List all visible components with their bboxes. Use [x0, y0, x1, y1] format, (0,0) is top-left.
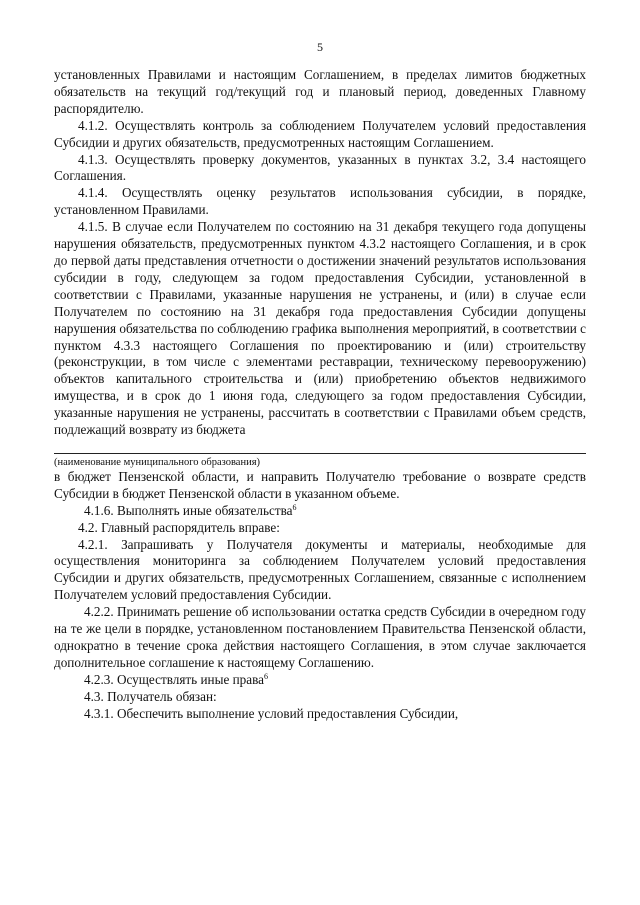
paragraph-text: Осуществлять оценку результатов использования субсидии, в порядке, установленном Правилами.: [54, 185, 586, 218]
paragraph-number: 4.1.2.: [78, 117, 108, 133]
paragraph-4-1-4: [54, 185, 586, 219]
paragraph-text: Получатель обязан:: [107, 688, 217, 704]
paragraph-4-1-3: [54, 152, 586, 186]
paragraph-number: 4.1.4.: [78, 185, 108, 201]
paragraph-text: в бюджет Пензенской области, и направить Получателю требование о возврате средств Субсидии в бюджет Пензенской области в указанном объеме.: [54, 468, 586, 501]
paragraph-4-2-2: [54, 604, 586, 672]
paragraph-4-1-2: [54, 118, 586, 152]
footnote-ref: 6: [264, 671, 269, 681]
paragraph-continuation: [54, 67, 586, 118]
paragraph-text: Запрашивать у Получателя документы и материалы, необходимые для осуществления мониторинга за соблюдением Получателем условий предоставления Субсидии и других обязательств, предусмотренных Соглашением, связанные с исполнением Получателем условий предоставления Субсидии.: [54, 536, 586, 603]
paragraph-4-2: [54, 520, 586, 537]
paragraph-text: Осуществлять иные права: [116, 671, 265, 687]
paragraph-4-2-1: [54, 537, 586, 605]
paragraph-number: 4.2.3.: [84, 671, 114, 687]
document-body: [54, 67, 586, 723]
paragraph-number: 4.1.6.: [84, 502, 114, 518]
paragraph-continuation-2: [54, 469, 586, 503]
paragraph-4-2-3: [54, 672, 586, 689]
paragraph-number: 4.3.1.: [84, 705, 114, 721]
paragraph-text: Осуществлять проверку документов, указанных в пунктах 3.2, 3.4 настоящего Соглашения.: [54, 151, 587, 184]
paragraph-4-3-1: [54, 706, 586, 723]
footnote-ref: 6: [292, 502, 297, 512]
paragraph-number: 4.3.: [84, 688, 104, 704]
paragraph-text: В случае если Получателем по состоянию на 31 декабря текущего года допущены нарушения обязательств, предусмотренных пунктом 4.3.2 настоящего Соглашения, и в срок до первой даты представления отчетности о достижении значений результатов использования субсидии в году, следующем за годом предоставления Субсидии, установленной в соответствии с Правилами, указанные нарушения не устранены, и (или) в случае если Получателем по состоянию на 31 декабря года предоставления Субсидии допущены нарушения обязательства по соблюдению графика выполнения мероприятий, в соответствии с пунктом 4.3.3 настоящего Соглашения по проектированию и (или) строительству (реконструкции, в том числе с элементами реставрации, техническому перевооружению) объектов капитального строительства и (или) приобретению объектов недвижимого имущества, и в срок до 1 июня года, следующего за годом предоставления Субсидии, указанные нарушения не устранены, рассчитать в соответствии с Правилами объем средств, подлежащий возврату из бюджета: [54, 219, 587, 438]
paragraph-number: 4.1.5.: [78, 219, 108, 235]
paragraph-number: 4.2.: [78, 519, 98, 535]
fill-in-line: [54, 453, 586, 454]
paragraph-text: Осуществлять контроль за соблюдением Получателем условий предоставления Субсидии и других обязательств, предусмотренных настоящим Соглашением.: [54, 117, 587, 150]
paragraph-number: 4.2.2.: [84, 604, 114, 620]
paragraph-text: Принимать решение об использовании остатка средств Субсидии в очередном году на те же цели в порядке, установленном постановлением Правительства Пензенской области, однократно в течение срока действия настоящего Соглашения, в этом случае заключается дополнительное соглашение к настоящему Соглашению.: [54, 604, 587, 670]
paragraph-4-1-5: [54, 219, 586, 439]
fill-in-caption: (наименование муниципального образования): [54, 456, 261, 468]
paragraph-text: установленных Правилами и настоящим Соглашением, в пределах лимитов бюджетных обязательств на текущий год/текущий год и плановый период, доведенных Главному распорядителю.: [54, 67, 586, 116]
paragraph-4-3: [54, 689, 586, 706]
page-number: 5: [317, 40, 323, 54]
paragraph-number: 4.1.3.: [78, 151, 108, 167]
paragraph-4-1-6: [54, 503, 586, 520]
paragraph-number: 4.2.1.: [78, 536, 108, 552]
paragraph-text: Главный распорядитель вправе:: [101, 519, 280, 535]
paragraph-text: Выполнять иные обязательства: [116, 502, 293, 518]
paragraph-text: Обеспечить выполнение условий предоставления Субсидии,: [116, 705, 459, 721]
